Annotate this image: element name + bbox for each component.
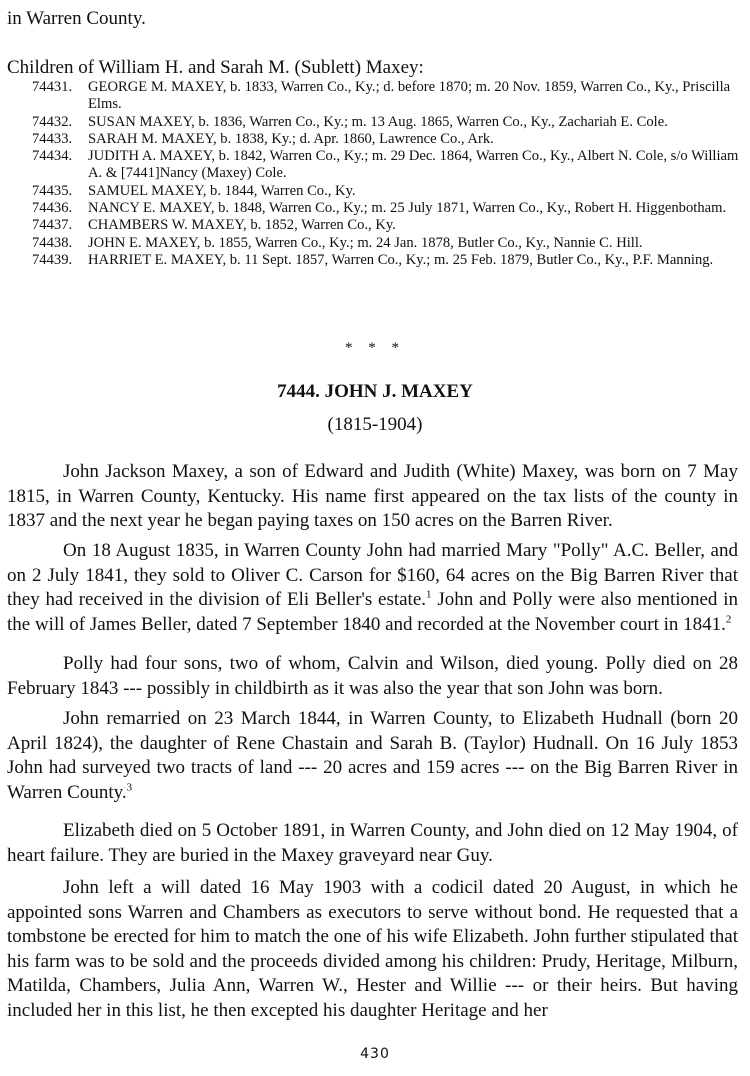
continued-text-line: in Warren County. xyxy=(7,8,146,29)
list-item xyxy=(32,79,742,114)
list-item xyxy=(32,148,742,183)
list-item xyxy=(32,200,742,217)
paragraph-text: On 18 August 1835, in Warren County John had married Mary "Polly" A.C. Beller, and on 2 July 1841, they sold to Oliver C. Carson for $160, 64 acres on the Big Barren River that they had received in the division of Eli Beller's estate. xyxy=(7,540,738,610)
child-number: 74432. xyxy=(32,113,73,130)
children-list xyxy=(32,79,742,269)
section-separator: * * * xyxy=(345,340,405,356)
child-number: 74438. xyxy=(32,234,73,251)
section-dates: (1815-1904) xyxy=(327,414,423,435)
child-number: 74436. xyxy=(32,200,73,217)
list-item xyxy=(32,252,742,269)
paragraph: Polly had four sons, two of whom, Calvin and Wilson, died young. Polly died on 28 February 1843 --- possibly in childbirth as it was also the year that son John was born. xyxy=(7,653,738,699)
child-number: 74439. xyxy=(32,251,73,268)
paragraph-text: John remarried on 23 March 1844, in Warren County, to Elizabeth Hudnall (born 20 April 1824), the daughter of Rene Chastain and Sarah B. (Taylor) Hudnall. On 16 July 1853 John had surveyed two tracts of land --- 20 acres and 159 acres --- on the Big Barren River in Warren County. xyxy=(7,708,738,803)
paragraph xyxy=(7,539,738,637)
paragraph: John left a will dated 16 May 1903 with a codicil dated 20 August, in which he appointed sons Warren and Chambers as executors to serve without bond. He requested that a tombstone be erected for him to match the one of his wife Elizabeth. John further stipulated that his farm was to be sold and the proceeds divided among his children: Prudy, Heritage, Milburn, Matilda, Chambers, Julia Ann, Warren W., Hester and Willie --- or their heirs. But having included her in this list, he then excepted his daughter Heritage and her xyxy=(7,877,738,1021)
child-entry: SAMUEL MAXEY, b. 1844, Warren Co., Ky. xyxy=(88,182,356,199)
list-item xyxy=(32,114,742,131)
child-number: 74433. xyxy=(32,130,73,147)
paragraph: Elizabeth died on 5 October 1891, in Warren County, and John died on 12 May 1904, of heart failure. They are buried in the Maxey graveyard near Guy. xyxy=(7,820,738,866)
child-entry: SARAH M. MAXEY, b. 1838, Ky.; d. Apr. 1860, Lawrence Co., Ark. xyxy=(88,130,494,147)
child-entry: SUSAN MAXEY, b. 1836, Warren Co., Ky.; m. 13 Aug. 1865, Warren Co., Ky., Zachariah E. Cole. xyxy=(88,113,668,130)
child-number: 74435. xyxy=(32,182,73,199)
children-heading: Children of William H. and Sarah M. (Sublett) Maxey: xyxy=(7,57,424,78)
page-number: 430 xyxy=(360,1046,390,1062)
list-item xyxy=(32,235,742,252)
child-entry: NANCY E. MAXEY, b. 1848, Warren Co., Ky.; m. 25 July 1871, Warren Co., Ky., Robert H. Higgenbotham. xyxy=(88,200,727,217)
footnote-ref: 2 xyxy=(725,613,732,626)
child-number: 74431. xyxy=(32,79,73,95)
paragraph-text: John and Polly were also mentioned in the will of James Beller, dated 7 September 1840 and recorded at the November court in 1841. xyxy=(7,589,738,635)
child-entry: HARRIET E. MAXEY, b. 11 Sept. 1857, Warren Co., Ky.; m. 25 Feb. 1879, Butler Co., Ky., P.F. Manning. xyxy=(88,251,714,268)
child-entry: GEORGE M. MAXEY, b. 1833, Warren Co., Ky.; d. before 1870; m. 20 Nov. 1859, Warren Co., Ky., Priscilla Elms. xyxy=(88,79,731,113)
footnote-ref: 3 xyxy=(126,781,133,794)
child-entry: JUDITH A. MAXEY, b. 1842, Warren Co., Ky.; m. 29 Dec. 1864, Warren Co., Ky., Albert N. Cole, s/o William A. & [7441]Nancy (Maxey) Cole. xyxy=(88,148,739,182)
child-entry: CHAMBERS W. MAXEY, b. 1852, Warren Co., Ky. xyxy=(88,217,396,234)
child-entry: JOHN E. MAXEY, b. 1855, Warren Co., Ky.; m. 24 Jan. 1878, Butler Co., Ky., Nannie C. Hill. xyxy=(88,234,643,251)
list-item xyxy=(32,131,742,148)
list-item xyxy=(32,217,742,234)
child-number: 74434. xyxy=(32,148,73,165)
list-item xyxy=(32,183,742,200)
section-title: 7444. JOHN J. MAXEY xyxy=(277,381,473,402)
footnote-ref: 1 xyxy=(426,588,432,601)
paragraph xyxy=(7,707,738,805)
paragraph: John Jackson Maxey, a son of Edward and Judith (White) Maxey, was born on 7 May 1815, in Warren County, Kentucky. His name first appeared on the tax lists of the county in 1837 and the next year he began paying taxes on 150 acres on the Barren River. xyxy=(7,461,738,531)
child-number: 74437. xyxy=(32,217,73,234)
